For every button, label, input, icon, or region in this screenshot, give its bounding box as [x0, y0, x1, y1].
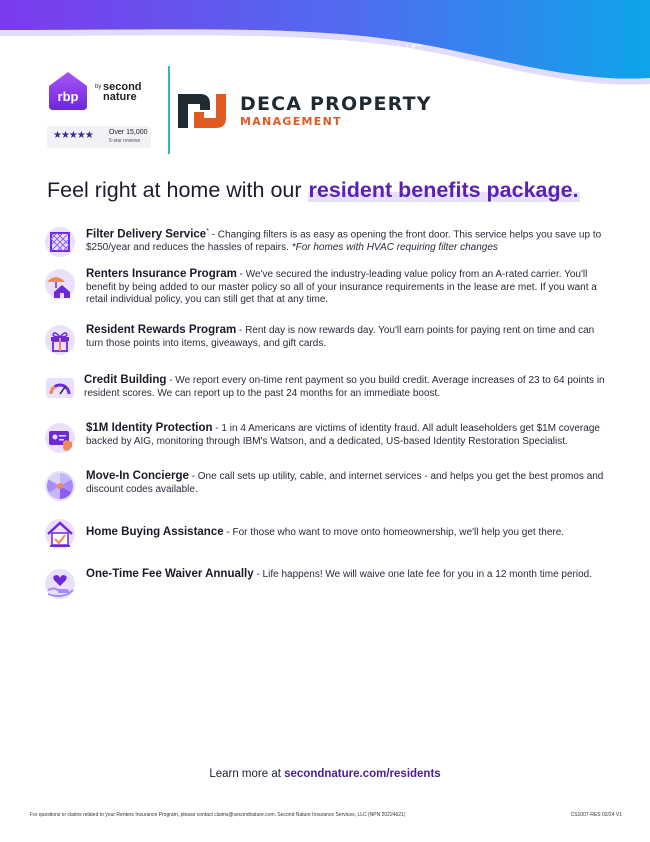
benefit-title: Move-In Concierge	[86, 470, 189, 482]
benefit-body: - Rent day is now rewards day. You'll earn points for paying rent on time and can turn those points into items, giveaways, and gift cards.	[86, 325, 595, 349]
benefit-title: Resident Rewards Program	[86, 324, 237, 336]
second-nature-wordmark	[103, 82, 153, 102]
brand-line-1: second	[103, 81, 142, 93]
id-card-icon	[44, 422, 76, 454]
heart-hand-icon	[44, 568, 76, 600]
rbp-badge-text: rbp	[57, 89, 79, 104]
rbp-by-text: by	[95, 84, 102, 90]
benefit-text	[84, 374, 612, 400]
benefit-title: One-Time Fee Waiver Annually	[86, 568, 254, 580]
learn-more-link[interactable]: secondnature.com/residents	[284, 768, 441, 780]
benefit-title: Credit Building	[84, 374, 167, 386]
benefit-text	[86, 568, 614, 582]
benefit-text	[86, 324, 614, 350]
benefit-body: - Life happens! We will waive one late fee for you in a 12 month time period.	[253, 569, 592, 580]
benefit-text	[86, 470, 614, 496]
reviews-badge	[47, 126, 151, 148]
credit-gauge-icon	[44, 372, 76, 404]
logo-divider	[168, 66, 170, 154]
umbrella-house-icon	[44, 268, 76, 300]
benefit-body: - For those who want to move onto homeownership, we'll help you get there.	[223, 527, 565, 538]
benefit-text	[86, 422, 614, 448]
benefit-title: $1M Identity Protection	[86, 422, 213, 434]
benefit-title: Renters Insurance Program	[86, 268, 237, 280]
reviews-count: Over 15,000	[109, 129, 148, 136]
headline-highlight: resident benefits package.	[308, 178, 579, 202]
reviews-label: 5-star reviews	[109, 138, 141, 144]
banner-text: ton Avenue	[285, 34, 425, 64]
benefit-text	[86, 268, 614, 307]
benefit-text	[86, 526, 614, 540]
footer-disclaimer: For questions or claims related to your Renters Insurance Program, please contact claims@secondnature.com. Second Nature Insurance Services, LLC (NPN 20224621)	[30, 812, 406, 818]
home-check-icon	[44, 518, 76, 550]
benefit-body: - We've secured the industry-leading value policy from an A-rated carrier. You'll benefit by being added to our master policy so all of your insurance requirements in the lease are met. If you want a retail individual policy, you can still get that at any time.	[86, 269, 597, 306]
benefit-text	[86, 226, 614, 255]
brand-line-2: nature	[103, 91, 137, 103]
gift-icon	[44, 324, 76, 356]
partner-subname: MANAGEMENT	[240, 115, 342, 128]
benefit-title: Home Buying Assistance	[86, 526, 224, 538]
rbp-badge-icon	[47, 70, 89, 112]
partner-name: DECA PROPERTY	[240, 93, 432, 115]
benefit-title-mark: *	[206, 228, 209, 235]
headline-prefix: Feel right at home with our	[47, 178, 308, 202]
utilities-wheel-icon	[44, 470, 76, 502]
benefit-body: - 1 in 4 Americans are victims of identity fraud. All adult leaseholders get $1M coverage backed by AIG, monitoring through IBM's Watson, and a dedicated, US-based Identity Restoration Specialist.	[86, 423, 600, 447]
learn-more-line	[0, 768, 650, 780]
benefit-body: - We report every on-time rent payment so you build credit. Average increases of 23 to 64 points in resident scores. We can report up to the past 24 months for an immediate boost.	[84, 375, 605, 399]
learn-more-prefix: Learn more at	[209, 768, 285, 780]
five-star-icons: ★★★★★	[53, 130, 93, 141]
benefit-body: - Changing filters is as easy as opening the front door. This service helps you save up to $250/year and reduces the hassles of repairs.	[86, 229, 602, 253]
filter-icon	[44, 226, 76, 258]
page-headline	[47, 178, 580, 203]
benefit-note: *For homes with HVAC requiring filter changes	[291, 241, 498, 253]
deca-logo-icon	[176, 92, 228, 130]
benefit-title: Filter Delivery Service	[86, 228, 207, 241]
footer-code: CS1007-RES 02/24 V1	[570, 812, 622, 818]
benefit-body: - One call sets up utility, cable, and internet services - and helps you get the best promos and discount codes available.	[86, 471, 604, 495]
